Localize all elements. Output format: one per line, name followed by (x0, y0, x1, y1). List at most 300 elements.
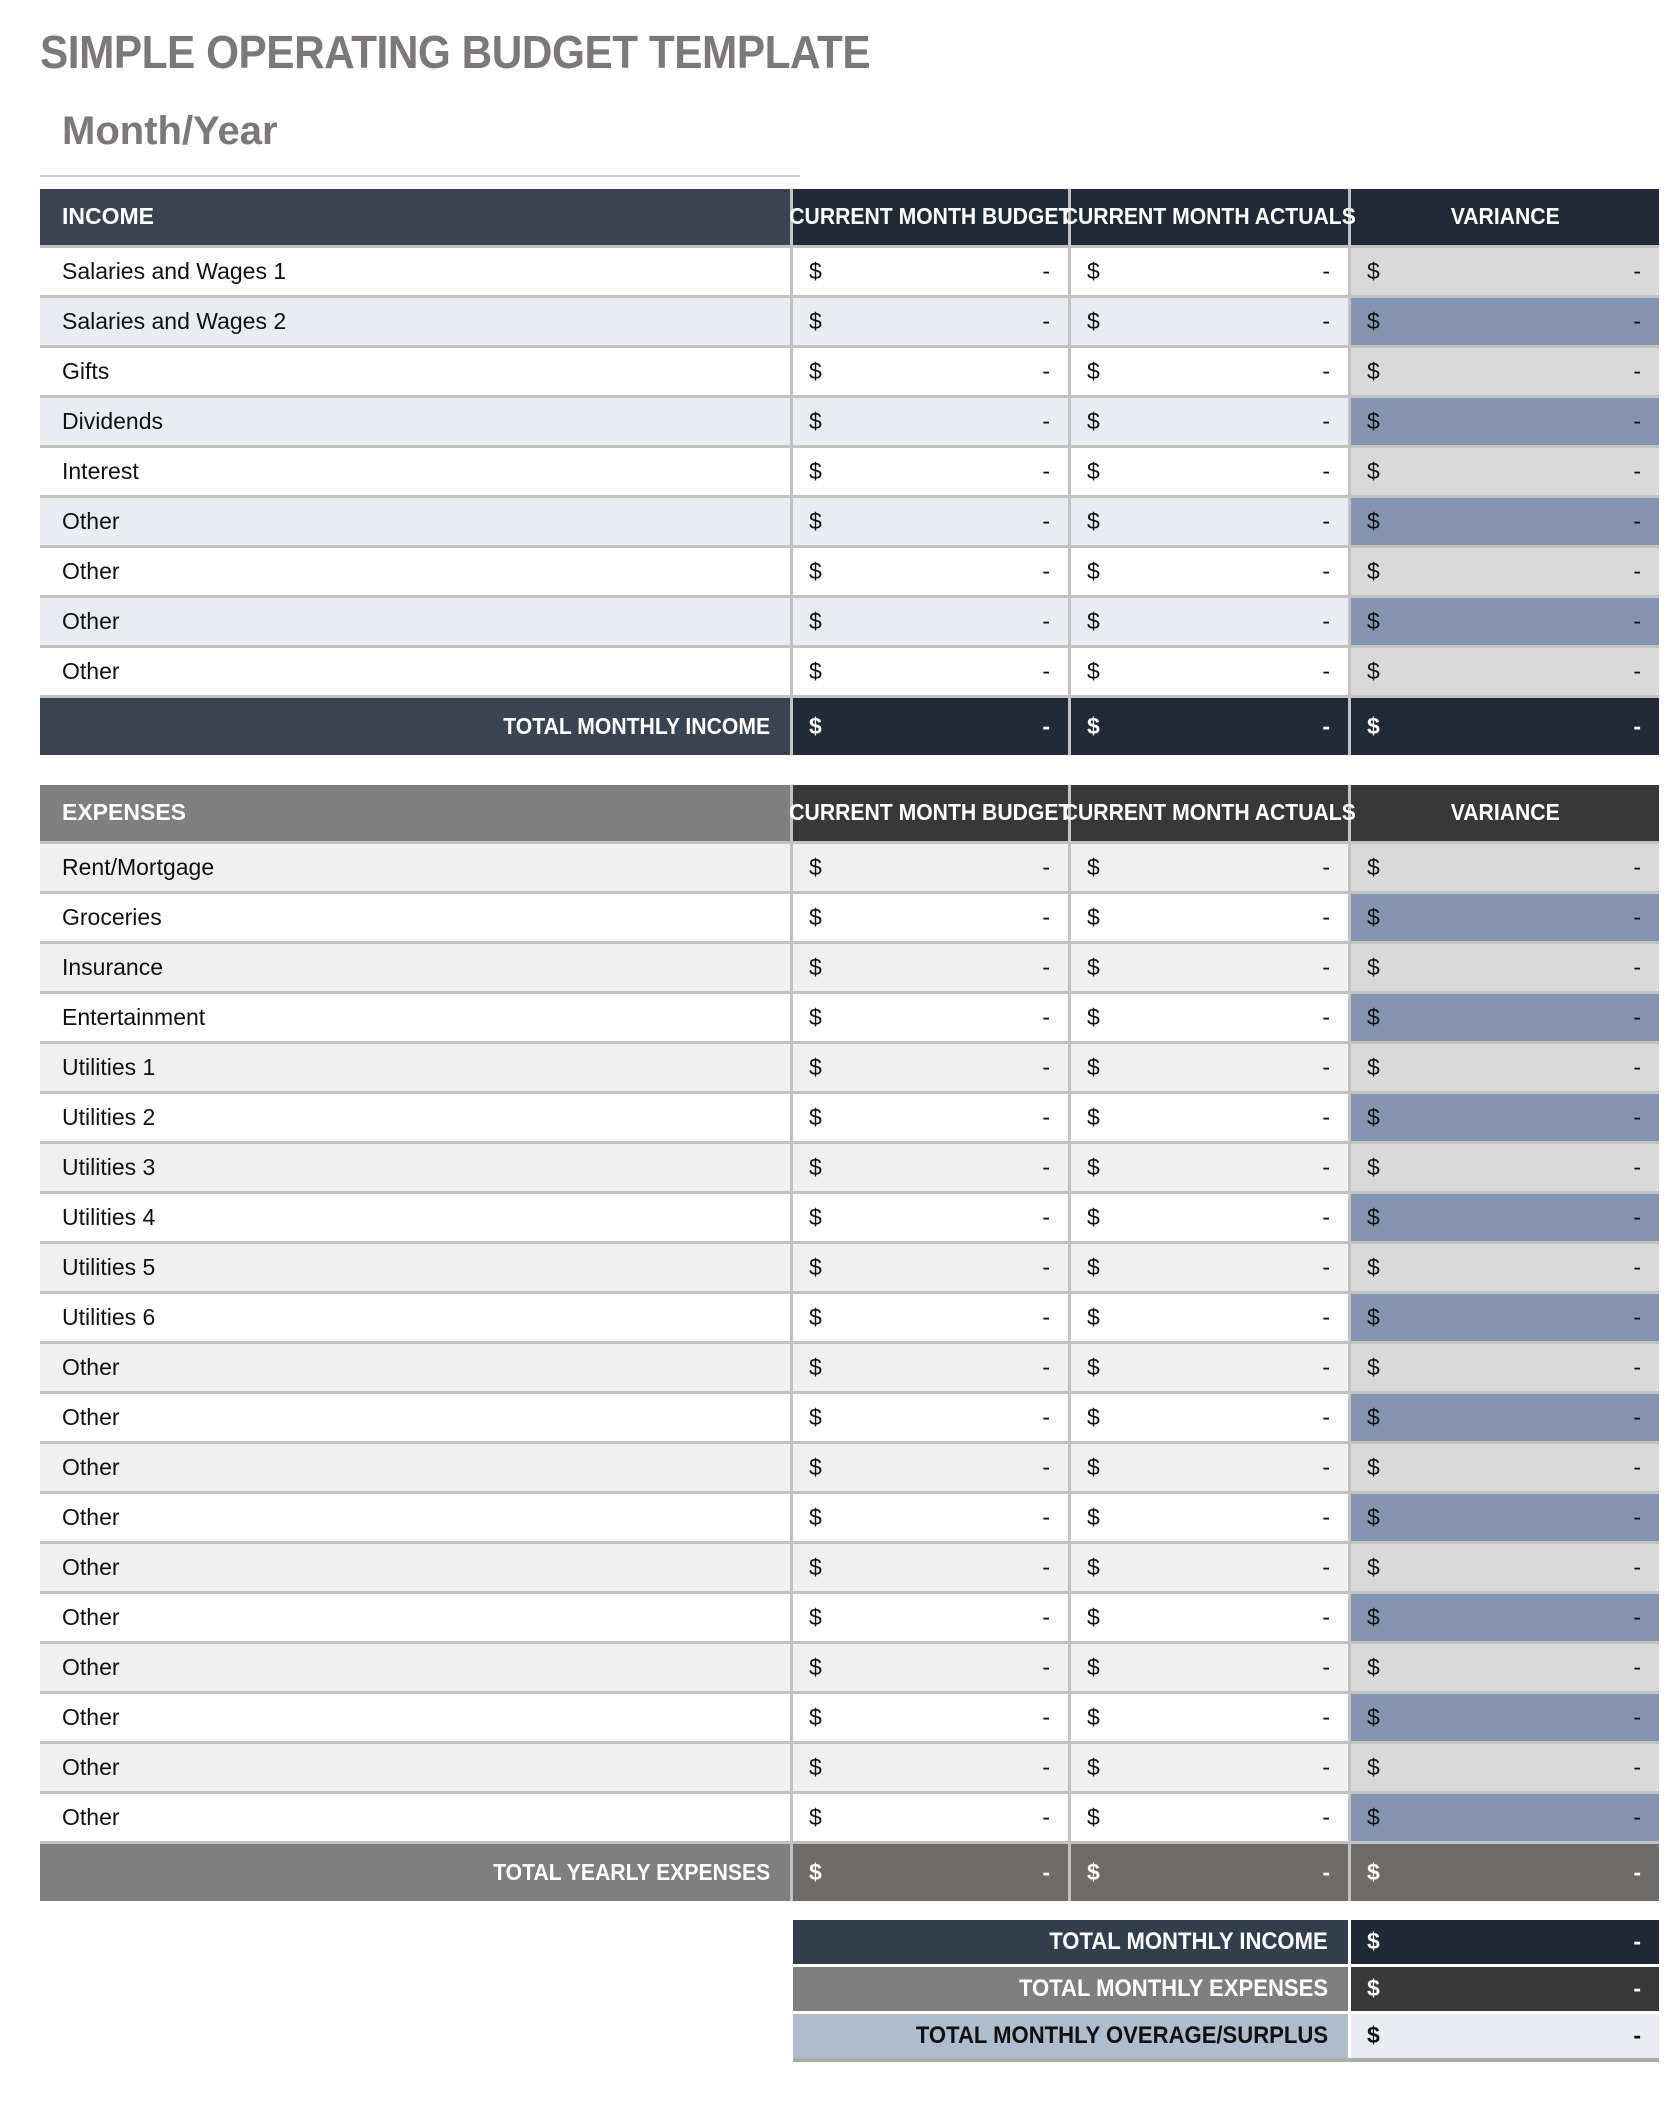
amount-value: - (1633, 357, 1641, 384)
variance-cell[interactable] (1351, 498, 1659, 545)
currency-symbol: $ (1087, 1403, 1100, 1430)
budget-cell[interactable] (793, 1644, 1068, 1691)
expenses-total-budget-cell[interactable] (793, 1844, 1068, 1901)
actuals-cell[interactable] (1071, 1494, 1348, 1541)
variance-cell[interactable] (1351, 1444, 1659, 1491)
income-row-label[interactable] (40, 248, 790, 295)
income-row-label-text: Other (62, 607, 120, 634)
amount-value: - (1042, 357, 1050, 384)
amount-value: - (1633, 1653, 1641, 1680)
actuals-cell[interactable] (1071, 348, 1348, 395)
actuals-cell[interactable] (1071, 448, 1348, 495)
budget-cell[interactable] (793, 1094, 1068, 1141)
expense-row (40, 1244, 1659, 1291)
variance-cell[interactable] (1351, 298, 1659, 345)
currency-symbol: $ (1367, 1503, 1380, 1530)
budget-cell[interactable] (793, 1144, 1068, 1191)
currency-symbol: $ (1087, 1503, 1100, 1530)
currency-symbol: $ (1367, 1053, 1380, 1080)
amount-value: - (1633, 657, 1641, 684)
variance-cell[interactable] (1351, 894, 1659, 941)
budget-cell[interactable] (793, 498, 1068, 545)
amount-value: - (1042, 1153, 1050, 1180)
budget-cell[interactable] (793, 1794, 1068, 1841)
currency-symbol: $ (1087, 1703, 1100, 1730)
budget-cell[interactable] (793, 1544, 1068, 1591)
currency-symbol: $ (1367, 712, 1380, 739)
month-year-label[interactable] (62, 109, 1668, 153)
budget-cell[interactable] (793, 1444, 1068, 1491)
currency-symbol: $ (1367, 607, 1380, 634)
income-header-budget-text: CURRENT MONTH BUDGET (789, 203, 1072, 230)
amount-value: - (1042, 712, 1050, 739)
currency-symbol: $ (1087, 507, 1100, 534)
variance-cell[interactable] (1351, 448, 1659, 495)
expense-row-label[interactable] (40, 1094, 790, 1141)
summary-value-cell-income[interactable] (1351, 1920, 1659, 1964)
amount-value: - (1322, 257, 1330, 284)
income-total-row (40, 698, 1659, 755)
amount-value: - (1633, 1928, 1641, 1955)
amount-value: - (1633, 1858, 1641, 1885)
amount-value: - (1042, 307, 1050, 334)
expense-row-label-text: Utilities 6 (62, 1303, 156, 1330)
expense-row-label-text: Other (62, 1353, 120, 1380)
expenses-total-variance-cell[interactable] (1351, 1844, 1659, 1901)
income-header-actuals-text: CURRENT MONTH ACTUALS (1062, 203, 1357, 230)
variance-cell[interactable] (1351, 1194, 1659, 1241)
variance-cell[interactable] (1351, 248, 1659, 295)
actuals-cell[interactable] (1071, 1644, 1348, 1691)
variance-cell[interactable] (1351, 844, 1659, 891)
income-header-category-text: INCOME (62, 203, 154, 230)
expense-row (40, 1444, 1659, 1491)
income-row-label[interactable] (40, 398, 790, 445)
expense-row-label[interactable] (40, 994, 790, 1041)
actuals-cell[interactable] (1071, 548, 1348, 595)
currency-symbol: $ (809, 1453, 822, 1480)
amount-value: - (1322, 1003, 1330, 1030)
expense-row-label[interactable] (40, 1744, 790, 1791)
budget-cell[interactable] (793, 844, 1068, 891)
expense-row-label-text: Other (62, 1403, 120, 1430)
amount-value: - (1322, 307, 1330, 334)
summary-label-text: TOTAL MONTHLY OVERAGE/SURPLUS (915, 2021, 1328, 2049)
income-row-label-text: Salaries and Wages 2 (62, 307, 287, 334)
currency-symbol: $ (1367, 657, 1380, 684)
expense-row (40, 1394, 1659, 1441)
currency-symbol: $ (1367, 407, 1380, 434)
currency-symbol: $ (809, 657, 822, 684)
amount-value: - (1042, 457, 1050, 484)
currency-symbol: $ (1367, 903, 1380, 930)
income-row-label[interactable] (40, 348, 790, 395)
summary-row-income (793, 1920, 1659, 1964)
currency-symbol: $ (1087, 1603, 1100, 1630)
amount-value: - (1042, 1803, 1050, 1830)
amount-value: - (1322, 853, 1330, 880)
variance-cell[interactable] (1351, 944, 1659, 991)
currency-symbol: $ (1367, 357, 1380, 384)
amount-value: - (1633, 1203, 1641, 1230)
expense-row-label[interactable] (40, 1394, 790, 1441)
currency-symbol: $ (1087, 1103, 1100, 1130)
expense-row (40, 994, 1659, 1041)
actuals-cell[interactable] (1071, 398, 1348, 445)
currency-symbol: $ (1087, 257, 1100, 284)
expense-row-label[interactable] (40, 1344, 790, 1391)
income-row-label[interactable] (40, 548, 790, 595)
summary-value-cell-expenses[interactable] (1351, 1967, 1659, 2011)
actuals-cell[interactable] (1071, 1694, 1348, 1741)
amount-value: - (1322, 607, 1330, 634)
variance-cell[interactable] (1351, 398, 1659, 445)
amount-value: - (1633, 1975, 1641, 2002)
actuals-cell[interactable] (1071, 1594, 1348, 1641)
expenses-header-variance-text: VARIANCE (1450, 799, 1560, 826)
expenses-table (40, 785, 1659, 1901)
income-total-actuals-cell[interactable] (1071, 698, 1348, 755)
currency-symbol: $ (1087, 953, 1100, 980)
amount-value: - (1042, 1003, 1050, 1030)
amount-value: - (1322, 557, 1330, 584)
actuals-cell[interactable] (1071, 1344, 1348, 1391)
amount-value: - (1322, 357, 1330, 384)
variance-cell[interactable] (1351, 348, 1659, 395)
income-row-label[interactable] (40, 648, 790, 695)
expense-row-label[interactable] (40, 944, 790, 991)
amount-value: - (1042, 407, 1050, 434)
income-row (40, 298, 1659, 345)
page-title (40, 26, 1668, 79)
currency-symbol: $ (1367, 953, 1380, 980)
amount-value: - (1322, 1553, 1330, 1580)
expense-row-label[interactable] (40, 1444, 790, 1491)
expense-row-label-text: Rent/Mortgage (62, 853, 215, 880)
currency-symbol: $ (809, 1203, 822, 1230)
income-total-variance-cell[interactable] (1351, 698, 1659, 755)
actuals-cell[interactable] (1071, 1294, 1348, 1341)
variance-cell[interactable] (1351, 1044, 1659, 1091)
amount-value: - (1322, 1253, 1330, 1280)
income-row (40, 248, 1659, 295)
budget-cell[interactable] (793, 1494, 1068, 1541)
income-table (40, 189, 1659, 755)
budget-cell[interactable] (793, 648, 1068, 695)
currency-symbol: $ (809, 407, 822, 434)
amount-value: - (1322, 953, 1330, 980)
currency-symbol: $ (809, 507, 822, 534)
expenses-header-variance (1351, 785, 1659, 841)
amount-value: - (1633, 1253, 1641, 1280)
currency-symbol: $ (1087, 1453, 1100, 1480)
currency-symbol: $ (1087, 1153, 1100, 1180)
income-row-label-text: Other (62, 557, 120, 584)
budget-cell[interactable] (793, 298, 1068, 345)
month-year-text: Month/Year (62, 108, 278, 153)
expenses-rows (40, 844, 1659, 1841)
budget-cell[interactable] (793, 894, 1068, 941)
budget-cell[interactable] (793, 1394, 1068, 1441)
currency-symbol: $ (809, 1858, 822, 1885)
actuals-cell[interactable] (1071, 298, 1348, 345)
budget-cell[interactable] (793, 1344, 1068, 1391)
amount-value: - (1633, 1103, 1641, 1130)
currency-symbol: $ (809, 357, 822, 384)
variance-cell[interactable] (1351, 1094, 1659, 1141)
expense-row-label[interactable] (40, 1494, 790, 1541)
amount-value: - (1042, 1403, 1050, 1430)
budget-cell[interactable] (793, 548, 1068, 595)
amount-value: - (1042, 1753, 1050, 1780)
amount-value: - (1042, 1353, 1050, 1380)
budget-cell[interactable] (793, 1294, 1068, 1341)
actuals-cell[interactable] (1071, 248, 1348, 295)
actuals-cell[interactable] (1071, 1444, 1348, 1491)
summary-table (793, 1920, 1659, 2062)
budget-cell[interactable] (793, 944, 1068, 991)
expenses-header-actuals (1062, 785, 1357, 841)
actuals-cell[interactable] (1071, 894, 1348, 941)
expense-row-label[interactable] (40, 1644, 790, 1691)
expense-row-label-text: Utilities 2 (62, 1103, 156, 1130)
actuals-cell[interactable] (1071, 1244, 1348, 1291)
expense-row-label[interactable] (40, 894, 790, 941)
actuals-cell[interactable] (1071, 1194, 1348, 1241)
amount-value: - (1633, 712, 1641, 739)
amount-value: - (1322, 1303, 1330, 1330)
currency-symbol: $ (1087, 712, 1100, 739)
currency-symbol: $ (1367, 1403, 1380, 1430)
expense-row-label[interactable] (40, 1044, 790, 1091)
currency-symbol: $ (1087, 903, 1100, 930)
variance-cell[interactable] (1351, 1394, 1659, 1441)
expense-row (40, 844, 1659, 891)
variance-cell[interactable] (1351, 598, 1659, 645)
expense-row-label-text: Other (62, 1753, 120, 1780)
actuals-cell[interactable] (1071, 1094, 1348, 1141)
currency-symbol: $ (809, 557, 822, 584)
amount-value: - (1042, 1553, 1050, 1580)
amount-value: - (1633, 407, 1641, 434)
summary-label-income (793, 1920, 1348, 1964)
income-header-variance (1351, 189, 1659, 245)
currency-symbol: $ (1367, 1453, 1380, 1480)
currency-symbol: $ (1087, 1053, 1100, 1080)
actuals-cell[interactable] (1071, 1794, 1348, 1841)
income-row-label[interactable] (40, 448, 790, 495)
amount-value: - (1633, 457, 1641, 484)
amount-value: - (1042, 1303, 1050, 1330)
budget-cell[interactable] (793, 248, 1068, 295)
currency-symbol: $ (1367, 1103, 1380, 1130)
currency-symbol: $ (809, 1503, 822, 1530)
amount-value: - (1633, 903, 1641, 930)
amount-value: - (1633, 2022, 1641, 2049)
variance-cell[interactable] (1351, 1144, 1659, 1191)
actuals-cell[interactable] (1071, 1144, 1348, 1191)
budget-cell[interactable] (793, 1594, 1068, 1641)
income-header-variance-text: VARIANCE (1450, 203, 1560, 230)
subtitle-underline (40, 175, 800, 177)
actuals-cell[interactable] (1071, 598, 1348, 645)
expense-row (40, 1044, 1659, 1091)
amount-value: - (1322, 407, 1330, 434)
budget-cell[interactable] (793, 348, 1068, 395)
actuals-cell[interactable] (1071, 498, 1348, 545)
expense-row-label-text: Other (62, 1453, 120, 1480)
income-row (40, 548, 1659, 595)
variance-cell[interactable] (1351, 1644, 1659, 1691)
expense-row-label[interactable] (40, 1244, 790, 1291)
variance-cell[interactable] (1351, 1544, 1659, 1591)
amount-value: - (1042, 1858, 1050, 1885)
amount-value: - (1042, 1053, 1050, 1080)
actuals-cell[interactable] (1071, 944, 1348, 991)
income-row-label[interactable] (40, 498, 790, 545)
expense-row (40, 1094, 1659, 1141)
currency-symbol: $ (1087, 1858, 1100, 1885)
currency-symbol: $ (1087, 1253, 1100, 1280)
expense-row (40, 1144, 1659, 1191)
expense-row-label[interactable] (40, 1544, 790, 1591)
expense-row-label-text: Other (62, 1603, 120, 1630)
summary-row-expenses (793, 1967, 1659, 2011)
currency-symbol: $ (1087, 457, 1100, 484)
currency-symbol: $ (809, 457, 822, 484)
expense-row (40, 1344, 1659, 1391)
expenses-header-category (40, 785, 790, 841)
expense-row-label[interactable] (40, 1594, 790, 1641)
actuals-cell[interactable] (1071, 1744, 1348, 1791)
income-rows (40, 248, 1659, 695)
income-row-label-text: Other (62, 507, 120, 534)
income-row-label[interactable] (40, 298, 790, 345)
amount-value: - (1042, 953, 1050, 980)
expense-row (40, 1194, 1659, 1241)
expenses-header-budget (789, 785, 1072, 841)
currency-symbol: $ (1087, 1753, 1100, 1780)
budget-cell[interactable] (793, 398, 1068, 445)
budget-cell[interactable] (793, 1244, 1068, 1291)
expense-row-label[interactable] (40, 1294, 790, 1341)
variance-cell[interactable] (1351, 994, 1659, 1041)
income-row (40, 398, 1659, 445)
currency-symbol: $ (809, 1753, 822, 1780)
budget-cell[interactable] (793, 448, 1068, 495)
actuals-cell[interactable] (1071, 1544, 1348, 1591)
income-row (40, 348, 1659, 395)
expense-row (40, 944, 1659, 991)
amount-value: - (1322, 457, 1330, 484)
income-row-label[interactable] (40, 598, 790, 645)
variance-cell[interactable] (1351, 1744, 1659, 1791)
budget-cell[interactable] (793, 1044, 1068, 1091)
currency-symbol: $ (809, 1103, 822, 1130)
amount-value: - (1633, 257, 1641, 284)
amount-value: - (1322, 1153, 1330, 1180)
expense-row-label-text: Utilities 3 (62, 1153, 156, 1180)
amount-value: - (1633, 1453, 1641, 1480)
actuals-cell[interactable] (1071, 1394, 1348, 1441)
summary-value-cell-overage[interactable] (1351, 2014, 1659, 2058)
currency-symbol: $ (809, 953, 822, 980)
expenses-header-category-text: EXPENSES (62, 799, 186, 826)
budget-cell[interactable] (793, 1694, 1068, 1741)
expense-row-label[interactable] (40, 1144, 790, 1191)
expense-row-label[interactable] (40, 844, 790, 891)
variance-cell[interactable] (1351, 1494, 1659, 1541)
amount-value: - (1633, 1003, 1641, 1030)
variance-cell[interactable] (1351, 548, 1659, 595)
budget-cell[interactable] (793, 1194, 1068, 1241)
budget-cell[interactable] (793, 1744, 1068, 1791)
variance-cell[interactable] (1351, 648, 1659, 695)
income-row (40, 598, 1659, 645)
expense-row-label[interactable] (40, 1794, 790, 1841)
expense-row-label[interactable] (40, 1694, 790, 1741)
currency-symbol: $ (1087, 357, 1100, 384)
variance-cell[interactable] (1351, 1244, 1659, 1291)
currency-symbol: $ (809, 853, 822, 880)
expense-row (40, 1294, 1659, 1341)
expense-row-label-text: Utilities 5 (62, 1253, 156, 1280)
amount-value: - (1322, 1053, 1330, 1080)
currency-symbol: $ (809, 1353, 822, 1380)
amount-value: - (1322, 1103, 1330, 1130)
currency-symbol: $ (1087, 853, 1100, 880)
actuals-cell[interactable] (1071, 648, 1348, 695)
amount-value: - (1042, 557, 1050, 584)
income-row (40, 448, 1659, 495)
budget-cell[interactable] (793, 598, 1068, 645)
currency-symbol: $ (1367, 257, 1380, 284)
variance-cell[interactable] (1351, 1344, 1659, 1391)
variance-cell[interactable] (1351, 1694, 1659, 1741)
income-row-label-text: Dividends (62, 407, 163, 434)
currency-symbol: $ (1087, 1003, 1100, 1030)
summary-label-text: TOTAL MONTHLY EXPENSES (1018, 1974, 1328, 2002)
summary-row-overage (793, 2014, 1659, 2058)
currency-symbol: $ (1367, 1858, 1380, 1885)
variance-cell[interactable] (1351, 1294, 1659, 1341)
amount-value: - (1633, 1403, 1641, 1430)
variance-cell[interactable] (1351, 1594, 1659, 1641)
summary-label-text: TOTAL MONTHLY INCOME (1049, 1927, 1328, 1955)
expense-row-label-text: Insurance (62, 953, 164, 980)
actuals-cell[interactable] (1071, 1044, 1348, 1091)
currency-symbol: $ (809, 1003, 822, 1030)
amount-value: - (1633, 557, 1641, 584)
amount-value: - (1042, 1703, 1050, 1730)
expense-row-label[interactable] (40, 1194, 790, 1241)
actuals-cell[interactable] (1071, 994, 1348, 1041)
income-header-budget (789, 189, 1072, 245)
budget-cell[interactable] (793, 994, 1068, 1041)
actuals-cell[interactable] (1071, 844, 1348, 891)
amount-value: - (1633, 1503, 1641, 1530)
expense-row (40, 1544, 1659, 1591)
income-total-budget-cell[interactable] (793, 698, 1068, 755)
expense-row (40, 1594, 1659, 1641)
amount-value: - (1322, 712, 1330, 739)
currency-symbol: $ (1087, 307, 1100, 334)
variance-cell[interactable] (1351, 1794, 1659, 1841)
expense-row-label-text: Other (62, 1553, 120, 1580)
expenses-total-actuals-cell[interactable] (1071, 1844, 1348, 1901)
currency-symbol: $ (1087, 1553, 1100, 1580)
currency-symbol: $ (1087, 1203, 1100, 1230)
